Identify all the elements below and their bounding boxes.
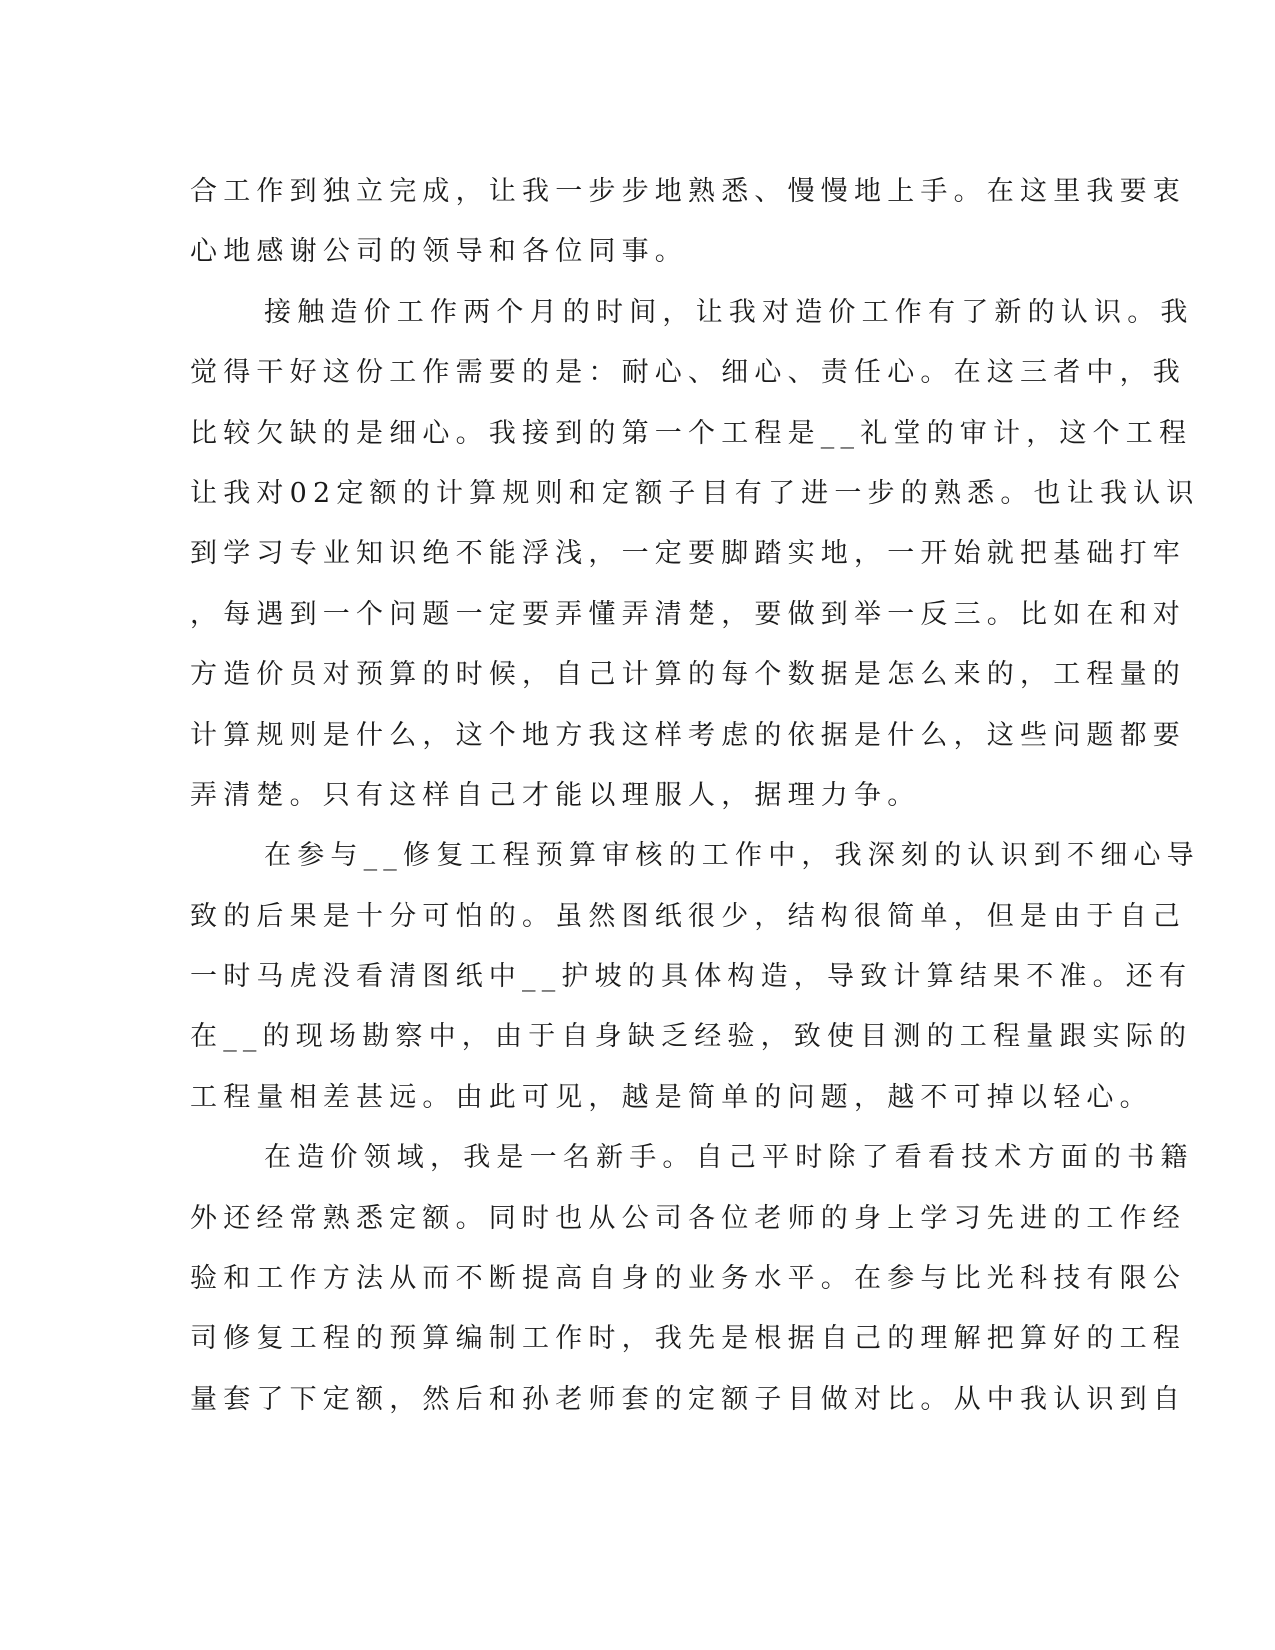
text-line: 在__的现场勘察中，由于自身缺乏经验，致使目测的工程量跟实际的: [190, 1021, 1193, 1053]
paragraph-start-line: 接触造价工作两个月的时间，让我对造价工作有了新的认识。我: [264, 296, 1194, 328]
text-line: 一时马虎没看清图纸中__护坡的具体构造，导致计算结果不准。还有: [190, 961, 1193, 993]
text-line: 量套了下定额，然后和孙老师套的定额子目做对比。从中我认识到自: [190, 1383, 1186, 1415]
text-line: 弄清楚。只有这样自己才能以理服人，据理力争。: [190, 779, 921, 811]
text-line: 验和工作方法从而不断提高自身的业务水平。在参与比光科技有限公: [190, 1263, 1186, 1295]
body-text: [190, 162, 1200, 1430]
text-line: 方造价员对预算的时候，自己计算的每个数据是怎么来的，工程量的: [190, 659, 1186, 691]
text-line: 心地感谢公司的领导和各位同事。: [190, 236, 688, 268]
text-line: 计算规则是什么，这个地方我这样考虑的依据是什么，这些问题都要: [190, 719, 1186, 751]
paragraph-start-line: 在参与__修复工程预算审核的工作中，我深刻的认识到不细心导: [264, 840, 1200, 872]
text-line: 致的后果是十分可怕的。虽然图纸很少，结构很简单，但是由于自己: [190, 900, 1186, 932]
text-line: 觉得干好这份工作需要的是：耐心、细心、责任心。在这三者中，我: [190, 357, 1186, 389]
text-line: ，每遇到一个问题一定要弄懂弄清楚，要做到举一反三。比如在和对: [190, 598, 1186, 630]
text-line: 比较欠缺的是细心。我接到的第一个工程是__礼堂的审计，这个工程: [190, 417, 1193, 449]
text-line: 让我对02定额的计算规则和定额子目有了进一步的熟悉。也让我认识: [190, 477, 1200, 509]
text-line: 合工作到独立完成，让我一步步地熟悉、慢慢地上手。在这里我要衷: [190, 176, 1186, 207]
text-line: 外还经常熟悉定额。同时也从公司各位老师的身上学习先进的工作经: [190, 1202, 1186, 1234]
text-line: 到学习专业知识绝不能浮浅，一定要脚踏实地，一开始就把基础打牢: [190, 538, 1186, 570]
text-line: 工程量相差甚远。由此可见，越是简单的问题，越不可掉以轻心。: [190, 1081, 1153, 1113]
text-line: 司修复工程的预算编制工作时，我先是根据自己的理解把算好的工程: [190, 1323, 1186, 1355]
paragraph-start-line: 在造价领域，我是一名新手。自己平时除了看看技术方面的书籍: [264, 1142, 1194, 1174]
